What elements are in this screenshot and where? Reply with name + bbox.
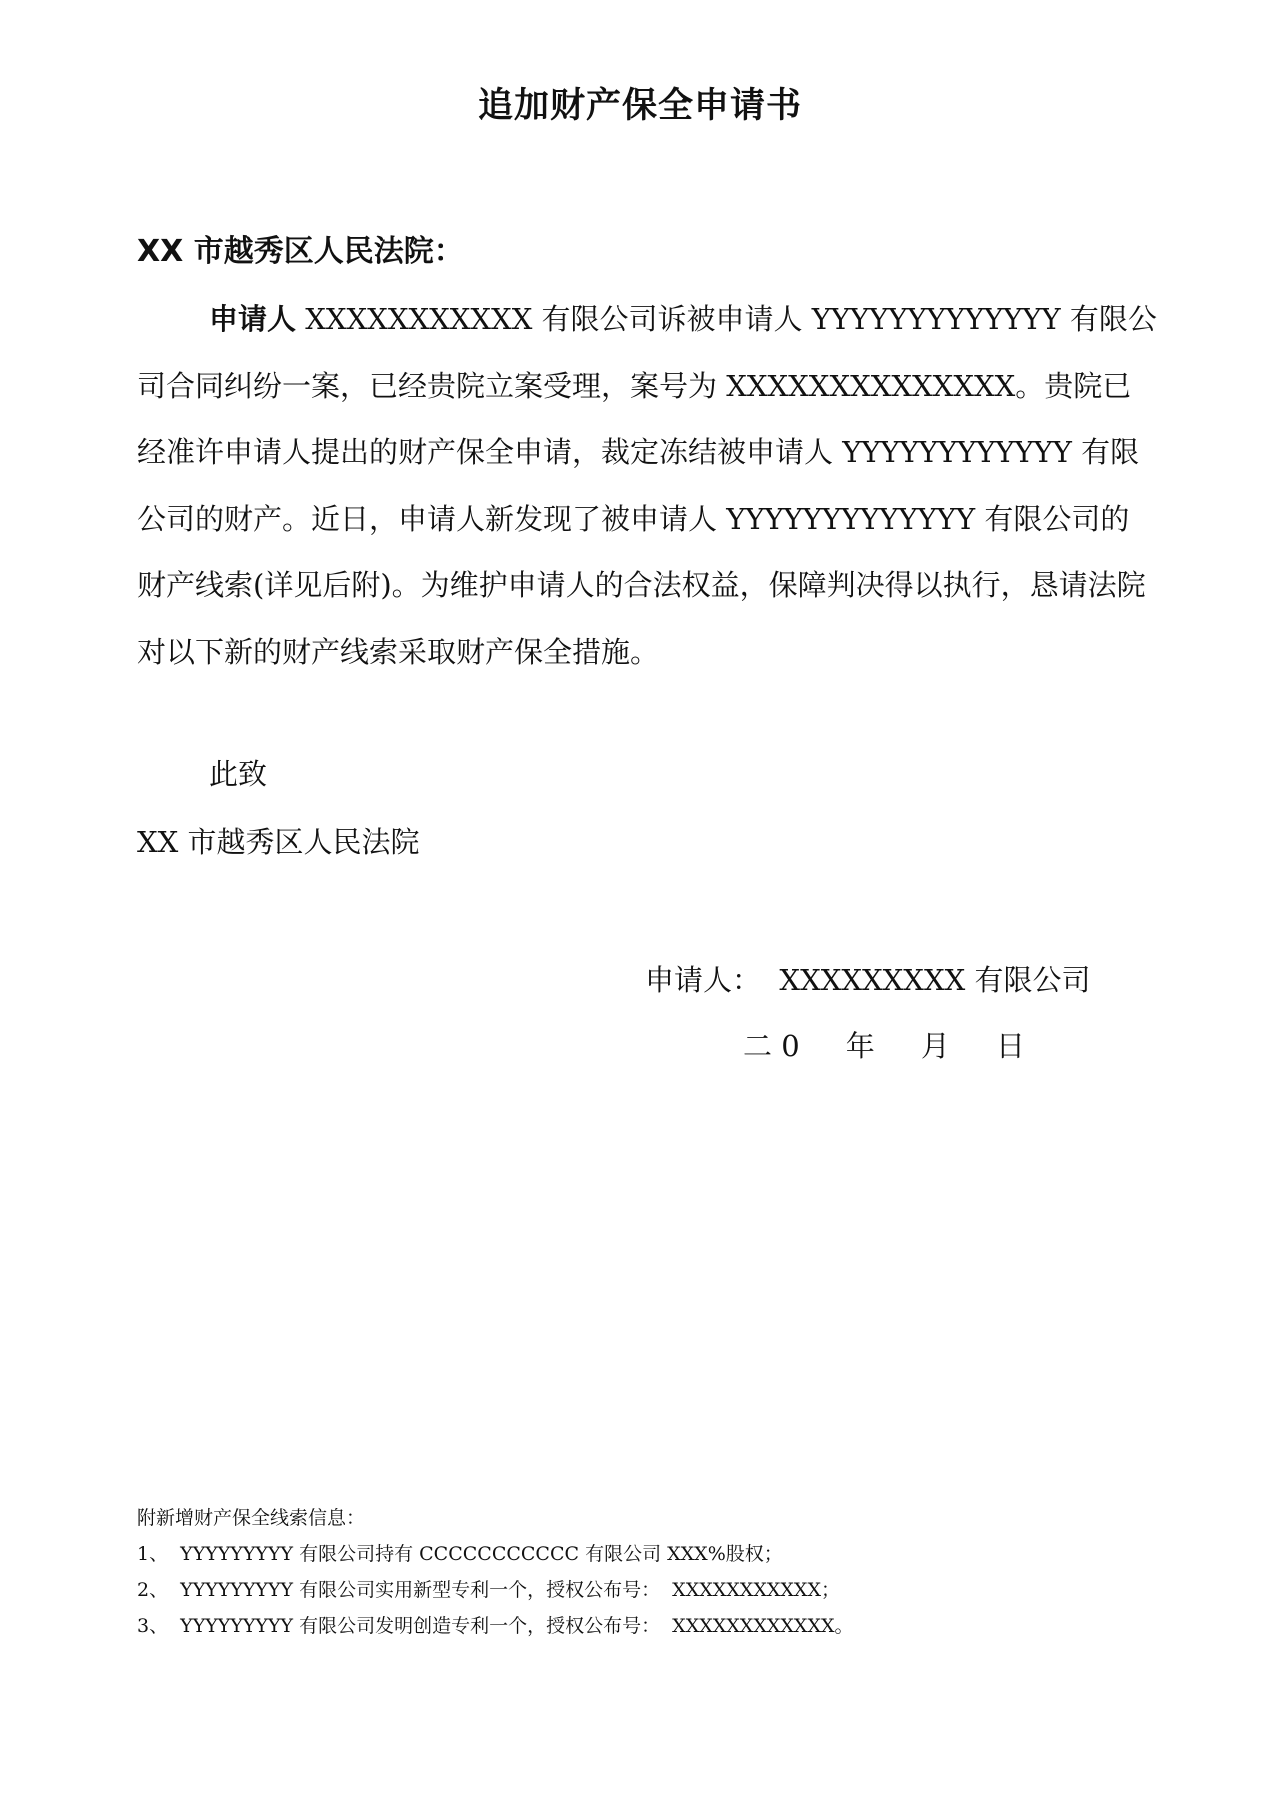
closing-court: XX 市越秀区人民法院 — [137, 825, 420, 859]
document-title: 追加财产保全申请书 — [477, 86, 802, 126]
applicant-label: 申请人 — [209, 302, 297, 336]
signature-date: 二 0 年 月 日 — [743, 1029, 1025, 1063]
attachment-item: 2、 YYYYYYYYY 有限公司实用新型专利一个，授权公布号： XXXXXXXXXXX； — [137, 1579, 840, 1601]
body-text: XXXXXXXXXXX 有限公司诉被申请人 YYYYYYYYYYYYY 有限公司合同纠纷一案，已经贵院立案受理，案号为 XXXXXXXXXXXXXX。贵院已经准许申请人提出的财产保全申请，裁定冻结被申请人 YYYYYYYYYYYY 有限公司的财产。近日，申请人新发现了被申请人 YYYYYYYYYYYYY 有限公司的财产线索(详见后附)。为维护申请人的合法权益，保障判决得以执行，恳请法院对以下新的财产线索采取财产保全措施。 — [137, 302, 1157, 669]
addressee: XX 市越秀区人民法院： — [137, 234, 464, 269]
signature-applicant: 申请人： XXXXXXXXX 有限公司 — [645, 963, 1091, 997]
attachment-section — [137, 1500, 854, 1644]
salutation: 此致 — [209, 757, 268, 791]
body-paragraph-text — [137, 286, 1157, 685]
attachment-heading: 附新增财产保全线索信息： — [137, 1507, 366, 1529]
body-paragraph — [137, 286, 1157, 685]
attachment-item: 3、 YYYYYYYYY 有限公司发明创造专利一个，授权公布号： XXXXXXXXXXXX。 — [137, 1615, 854, 1637]
attachment-item: 1、 YYYYYYYYY 有限公司持有 CCCCCCCCCCC 有限公司 XXX%股权； — [137, 1543, 783, 1565]
